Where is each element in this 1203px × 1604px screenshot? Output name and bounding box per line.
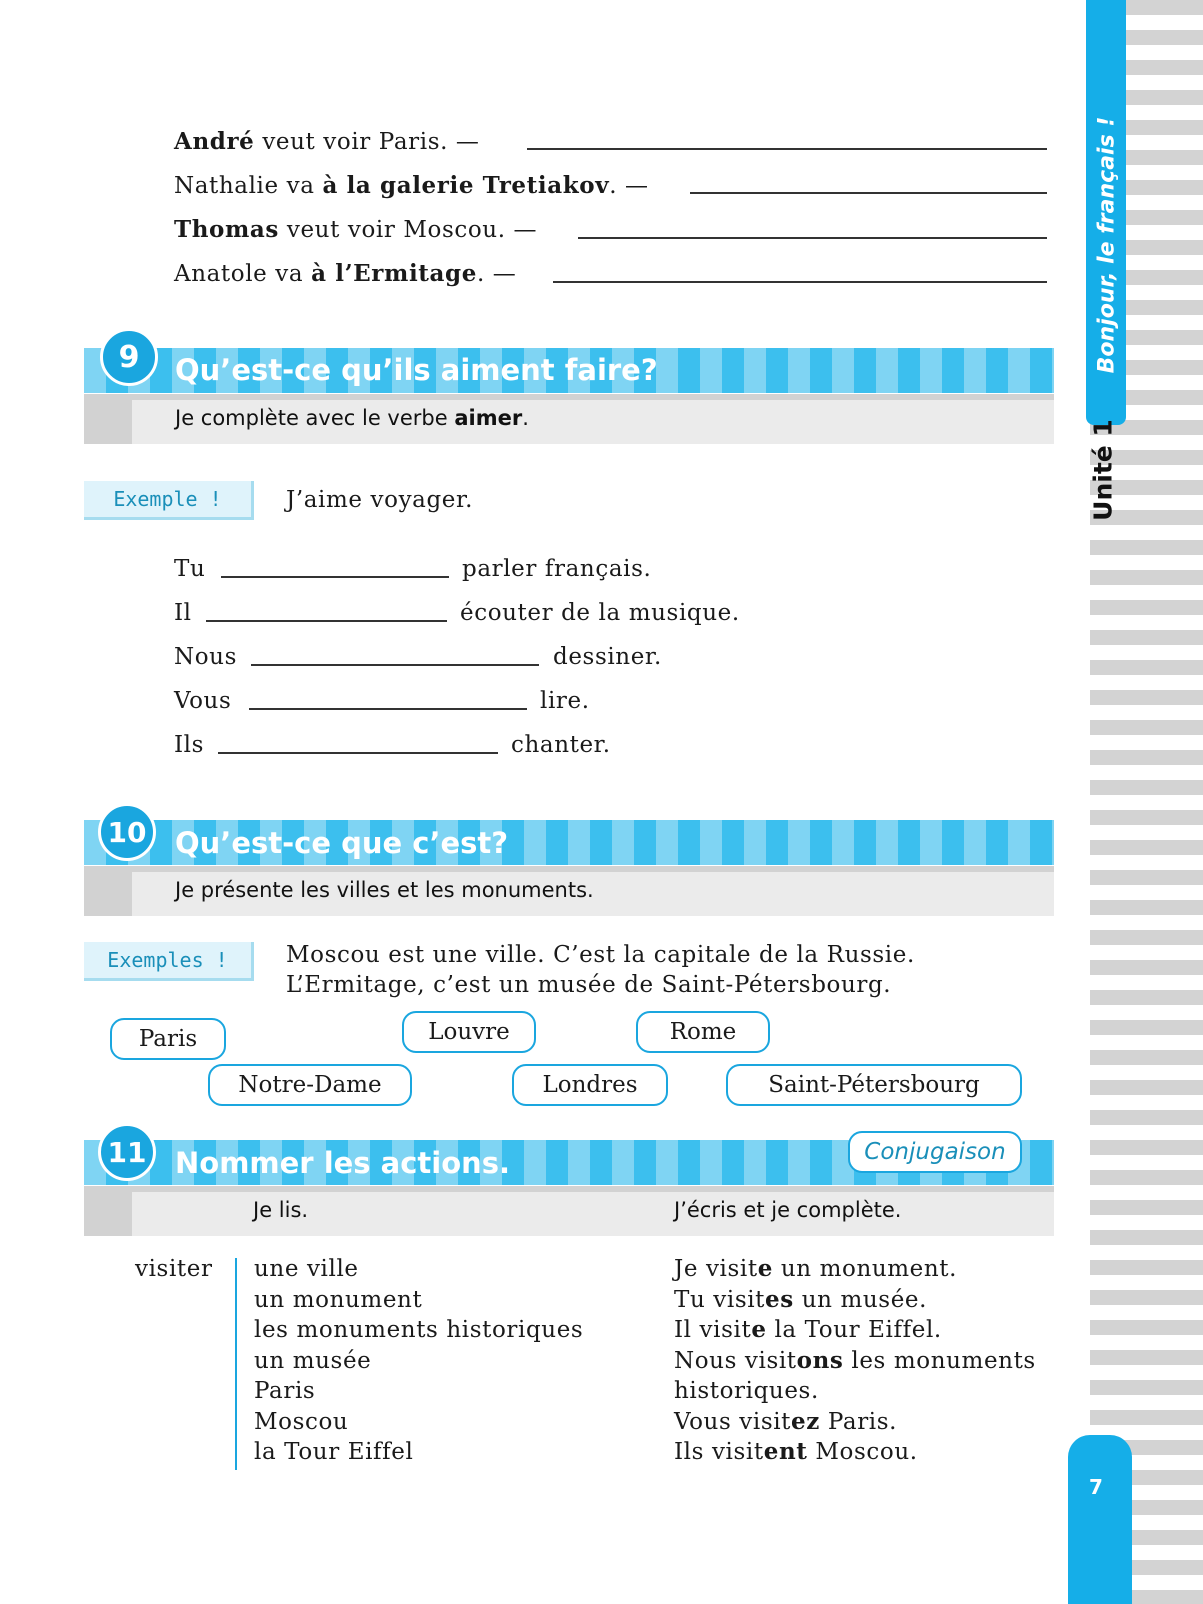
exercise-9-number: 9	[100, 328, 158, 386]
subject-vous: Vous	[174, 688, 232, 714]
subject-tu: Tu	[174, 556, 206, 582]
exercise-10-number: 10	[98, 803, 156, 861]
conjugation-line: Je visite un monument.	[674, 1255, 958, 1282]
exercise-9-title: Qu’est-ce qu’ils aiment faire?	[175, 353, 658, 387]
word-chip: Notre-Dame	[208, 1064, 412, 1106]
phrase: parler français.	[462, 556, 652, 582]
word-chip: Londres	[512, 1064, 668, 1106]
examples-label: Exemples !	[84, 942, 254, 981]
book-title: Bonjour, le français !	[1094, 116, 1120, 374]
conjugation-line: Vous visitez Paris.	[674, 1407, 898, 1435]
phrase: lire.	[540, 688, 590, 714]
conjugation-line: Ils visitent Moscou.	[674, 1438, 918, 1465]
conjugation-list	[674, 1254, 1036, 1468]
answer-line[interactable]	[218, 752, 498, 754]
subbar-corner	[84, 394, 132, 444]
phrase: chanter.	[511, 732, 611, 758]
column-divider	[235, 1258, 237, 1470]
exercise-11-title: Nommer les actions.	[175, 1146, 511, 1180]
subbar-corner	[84, 1186, 132, 1236]
word-chip: Saint-Pétersbourg	[726, 1064, 1022, 1106]
object-item: les monuments historiques	[254, 1317, 584, 1343]
answer-line[interactable]	[221, 576, 449, 578]
phrase: écouter de la musique.	[460, 600, 740, 626]
example-label: Exemple !	[84, 481, 254, 520]
unit-label: Unité 1	[1088, 419, 1118, 521]
answer-line[interactable]	[690, 192, 1047, 194]
object-item: Paris	[254, 1378, 316, 1404]
subject-il: Il	[174, 600, 192, 626]
top-line-4: Anatole va à l’Ermitage. —	[174, 260, 517, 287]
conjugation-line: Tu visites un musée.	[674, 1285, 928, 1313]
conjugaison-tag: Conjugaison	[848, 1131, 1022, 1173]
subject-nous: Nous	[174, 644, 237, 670]
object-item: un musée	[254, 1347, 372, 1374]
column-header-read: Je lis.	[253, 1198, 309, 1222]
top-line-2: Nathalie va à la galerie Tretiakov. —	[174, 172, 649, 199]
word-chip: Rome	[636, 1011, 770, 1053]
phrase: dessiner.	[553, 644, 662, 670]
conjugation-line: Il visite la Tour Eiffel.	[674, 1316, 942, 1343]
top-line-3: Thomas veut voir Moscou. —	[174, 216, 538, 243]
example-line-1: Moscou est une ville. C’est la capitale de la Russie.	[286, 942, 915, 968]
page-number: 7	[1089, 1475, 1103, 1499]
object-list	[254, 1254, 583, 1468]
object-item: un monument	[254, 1286, 423, 1313]
conjugation-line: Nous visitons les monuments	[674, 1346, 1036, 1374]
answer-line[interactable]	[249, 708, 527, 710]
verb-visiter: visiter	[135, 1256, 213, 1282]
top-line-1: André veut voir Paris. —	[174, 128, 480, 155]
conjugation-line: historiques.	[674, 1378, 819, 1404]
answer-line[interactable]	[527, 148, 1047, 150]
example-sentence: J’aime voyager.	[286, 487, 473, 513]
answer-line[interactable]	[206, 620, 447, 622]
subbar-corner	[84, 866, 132, 916]
word-chip: Louvre	[402, 1011, 536, 1053]
object-item: la Tour Eiffel	[254, 1439, 414, 1465]
example-line-2: L’Ermitage, c’est un musée de Saint-Pétersbourg.	[286, 972, 892, 998]
exercise-10-title: Qu’est-ce que c’est?	[175, 826, 509, 860]
exercise-9-instruction: Je complète avec le verbe aimer.	[175, 406, 529, 430]
object-item: une ville	[254, 1256, 359, 1282]
answer-line[interactable]	[251, 664, 539, 666]
subject-ils: Ils	[174, 732, 205, 758]
word-chip: Paris	[110, 1018, 226, 1060]
exercise-10-instruction: Je présente les villes et les monuments.	[175, 878, 594, 902]
answer-line[interactable]	[578, 237, 1047, 239]
object-item: Moscou	[254, 1408, 349, 1435]
page-tab	[1068, 1435, 1132, 1604]
exercise-11-number: 11	[98, 1123, 156, 1181]
column-header-write: J’écris et je complète.	[674, 1198, 902, 1222]
answer-line[interactable]	[553, 281, 1047, 283]
